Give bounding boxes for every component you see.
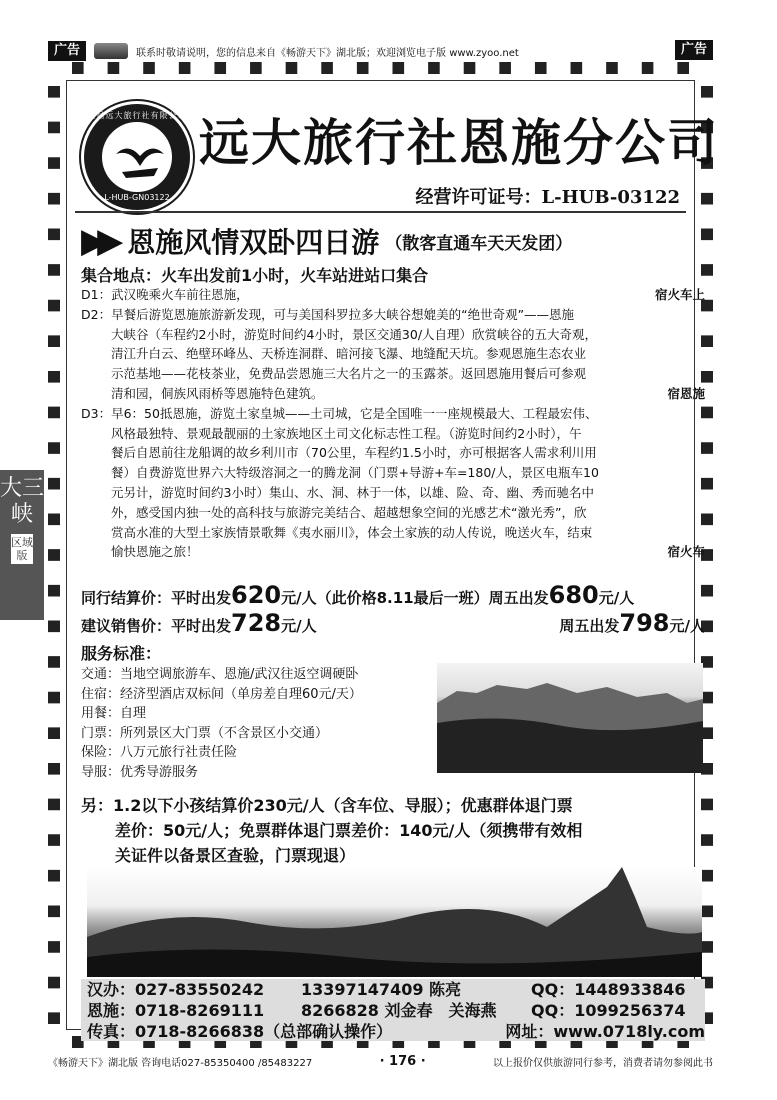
contact-panel [81,979,705,1041]
region-edition: 区域版 [11,536,33,562]
ad-tag-right: 广告 [675,40,713,60]
company-title: 远大旅行社恩施分公司 [199,113,719,172]
page-footer [48,1054,713,1069]
day-text: 餐）自费游览世界六大特级溶洞之一的腾龙洞（门票+导游+车=180/人，景区电瓶车10 [111,465,599,481]
note-line: 差价：50元/人；免票群体退门票差价：140元/人（须携带有效相 [115,821,583,840]
eagle-icon [114,140,166,188]
retail-price-row [81,609,705,637]
price-unit: 元/人 [281,617,317,635]
itinerary-day-1 [81,285,705,305]
retail-friday-label: 周五出发 [559,617,620,635]
region-name: 大三峡 [0,476,45,527]
mountain-valley-photo [87,867,702,977]
trade-price-row [81,581,705,609]
page-number: · 176 · [379,1054,426,1069]
day-text: 清江升白云、绝壁环峰丛、天桥连洞群、暗河接飞瀑、地缝配天坑。参观恩施生态农业 [111,346,587,362]
service-item: 导服：优秀导游服务 [81,764,199,780]
contact-row: 汉办：027-83550242 13397147409 陈亮 QQ：1448933846 [87,980,686,999]
note-line: 关证件以备景区查验，门票现退） [115,846,356,865]
day-text: 赏高水准的大型土家族情景歌舞《夷水丽川》，体会土家族的动人传说，晚送火车，结束 [111,524,593,540]
region-side-tab [0,470,44,620]
trade-price: 620 [231,581,282,609]
header-divider [75,211,686,213]
note-line: 另：1.2以下小孩结算价230元/人（含车位、导服）；优惠群体退门票 [81,796,573,815]
day-text: 武汉晚乘火车前往恩施， [111,287,249,302]
top-bar [48,40,713,62]
additional-notes [81,793,705,868]
ad-tag-left: 广告 [48,41,86,61]
retail-friday-price: 798 [619,609,670,637]
day-text: 清和园，侗族风雨桥等恩施特色建筑。 [111,385,324,401]
logo-license: L-HUB-GN03122 [104,193,170,202]
day-stay: 宿火车 [667,544,705,560]
ad-content [66,80,719,1041]
itinerary-day-2 [81,305,705,404]
company-logo [81,101,193,213]
day-label: D2： [81,306,112,322]
day-text: 示范基地——花枝茶业，免费品尝恩施三大名片之一的玉露茶。返回恩施用餐后可参观 [111,366,587,382]
itinerary-day-3 [81,404,705,562]
services-heading: 服务标准： [81,644,162,663]
service-item: 交通：当地空调旅游车、恩施/武汉往返空调硬卧 [81,667,359,682]
trade-friday-price: 680 [548,581,599,609]
service-item: 门票：所列景区大门票（不含景区小交通） [81,725,329,741]
trade-price-label: 同行结算价：平时出发 [81,589,232,607]
ad-frame [48,62,719,1048]
day-text: 愉快恩施之旅！ [111,544,199,560]
contact-row: 传真：0718-8266838（总部确认操作） 网址：www.0718ly.com [87,1022,705,1041]
retail-price: 728 [231,609,282,637]
day-stay: 宿火车上 [654,287,705,302]
double-chevron-icon: ▶▶ [81,221,114,261]
day-text: 早6：50抵恩施，游览土家皇城——土司城，它是全国唯一一座规模最大、工程最宏伟、 [111,405,598,421]
footer-right: 以上报价仅供旅游同行参考，消费者请勿参阅此书 [492,1058,713,1069]
footer-left: 《畅游天下》湖北版 咨询电话027-85350400 /85483227 [48,1058,313,1069]
service-item: 保险：八万元旅行社责任险 [81,745,238,760]
services-list [81,665,362,782]
day-text: 风格最独特、景观最靓丽的土家族地区土司文化标志性工程。（游览时间约2小时），午 [111,425,582,441]
contact-row: 恩施：0718-8269111 8266828 刘金春 关海燕 QQ：1099256374 [87,1001,686,1020]
retail-price-label: 建议销售价：平时出发 [81,617,232,635]
service-item: 住宿：经济型酒店双标间（单房差自理60元/天） [81,686,362,702]
tour-heading [81,221,572,261]
tour-name: 恩施风情双卧四日游 [127,226,380,259]
day-text: 大峡谷（车程约2小时，游览时间约4小时，景区交通30/人自理）欣赏峡谷的五大奇观， [111,326,598,342]
logo-company-text: 宜昌远大旅行社有限公司 [87,111,187,120]
day-text: 餐后自恩前往龙船调的故乡利川市（70公里，车程约1.5小时，亦可根据客人需求利川用 [111,445,597,461]
day-label: D1： [81,287,112,302]
license-number: 经营许可证号：L-HUB-03122 [415,187,680,208]
trade-price-note: 元/人（此价格8.11最后一班）周五出发 [281,589,549,607]
magazine-logo-icon [94,43,128,59]
day-text: 元另计，游览时间约3小时）集山、水、洞、林于一体，以雄、险、奇、幽、秀而驰名中 [111,484,594,500]
day-stay: 宿恩施 [667,385,705,401]
gathering-point: 集合地点：火车出发前1小时，火车站进站口集合 [81,266,429,285]
itinerary [81,285,705,562]
top-notice: 联系时敬请说明，您的信息来自《畅游天下》湖北版；欢迎浏览电子版 www.zyoo.net [136,47,519,59]
day-text: 外，感受国内独一处的高科技与旅游完美结合、超越想象空间的光感艺术“激光秀”，欣 [111,504,587,520]
price-unit: 元/人 [598,589,635,607]
website-link: 网址：www.0718ly.com [505,1022,705,1041]
service-item: 用餐：自理 [81,706,147,721]
day-label: D3： [81,405,112,421]
price-unit: 元/人 [669,617,705,635]
tour-subtitle: （散客直通车天天发团） [385,233,573,254]
day-text: 早餐后游览恩施旅游新发现，可与美国科罗拉多大峡谷想媲美的“绝世奇观”——恩施 [111,306,575,322]
canyon-cliff-photo [437,663,703,773]
